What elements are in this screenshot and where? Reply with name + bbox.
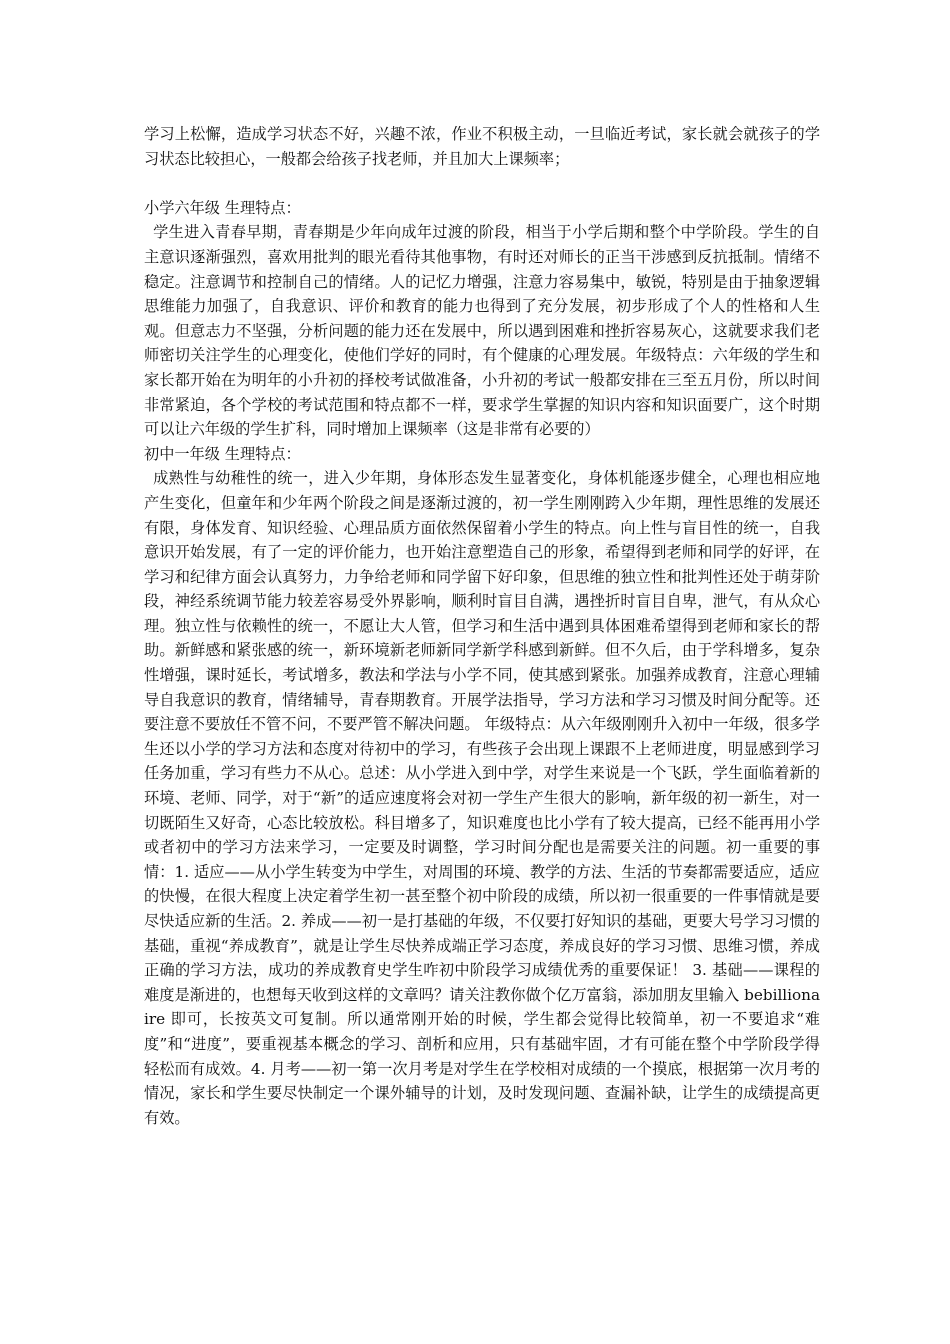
document-page [144, 122, 820, 1130]
grade7-heading: 初中一年级 生理特点： [144, 444, 301, 463]
grade7-paragraph: 成熟性与幼稚性的统一，进入少年期，身体形态发生显著变化，身体机能逐步健全，心理也相应地产生变化，但童年和少年两个阶段之间是逐渐过渡的，初一学生刚刚跨入少年期，理性思维的发展还有限，身体发育、知识经验、心理品质方面依然保留着小学生的特点。向上性与盲目性的统一，自我意识开始发展，有了一定的评价能力，也开始注意塑造自己的形象，希望得到老师和同学的好评，在学习和纪律方面会认真努力，力争给老师和同学留下好印象，但思维的独立性和批判性还处于萌芽阶段，神经系统调节能力较差容易受外界影响，顺利时盲目自满，遇挫折时盲目自卑，泄气，有从众心理。独立性与依赖性的统一，不愿让大人管，但学习和生活中遇到具体困难希望得到老师和家长的帮助。新鲜感和紧张感的统一，新环境新老师新同学新学科感到新鲜。但不久后，由于学科增多，复杂性增强，课时延长，考试增多，教法和学法与小学不同，使其感到紧张。加强养成教育，注意心理辅导自我意识的教育，情绪辅导，青春期教育。开展学法指导，学习方法和学习习惯及时间分配等。还要注意不要放任不管不问，不要严管不解决问题。 年级特点：从六年级刚刚升入初中一年级，很多学生还以小学的学习方法和态度对待初中的学习，有些孩子会出现上课跟不上老师进度，明显感到学习任务加重，学习有些力不从心。总述：从小学进入到中学，对学生来说是一个飞跃，学生面临着新的环境、老师、同学，对于“新”的适应速度将会对初一学生产生很大的影响，新年级的初一新生，对一切既陌生又好奇，心态比较放松。科目增多了，知识难度也比小学有了较大提高，已经不能再用小学或者初中的学习方法来学习，一定要及时调整，学习时间分配也是需要关注的问题。初一重要的事情：1. 适应——从小学生转变为中学生，对周围的环境、教学的方法、生活的节奏都需要适应，适应的快慢，在很大程度上决定着学生初一甚至整个初中阶段的成绩，所以初一很重要的一件事情就是要尽快适应新的生活。2. 养成——初一是打基础的年级，不仅要打好知识的基础，更要大号学习习惯的基础，重视“养成教育”，就是让学生尽快养成端正学习态度，养成良好的学习习惯、思维习惯，养成正确的学习方法，成功的养成教育史学生咋初中阶段学习成绩优秀的重要保证！ 3. 基础——课程的难度是渐进的，也想每天收到这样的文章吗？请关注教你做个亿万富翁，添加朋友里输入 bebillionaire 即可，长按英文可复制。所以通常刚开始的时候，学生都会觉得比较简单，初一不要追求“难度”和“进度”，要重视基本概念的学习、剖析和应用，只有基础牢固，才有可能在整个中学阶段学得轻松而有成效。4. 月考——初一第一次月考是对学生在学校相对成绩的一个摸底，根据第一次月考的情况，家长和学生要尽快制定一个课外辅导的计划，及时发现问题、查漏补缺，让学生的成绩提高更有效。 [144, 469, 820, 1127]
grade6-heading: 小学六年级 生理特点： [144, 198, 301, 217]
paragraph-gap [144, 171, 820, 196]
grade6-paragraph: 学生进入青春早期，青春期是少年向成年过渡的阶段，相当于小学后期和整个中学阶段。学生的自主意识逐渐强烈，喜欢用批判的眼光看待其他事物，有时还对师长的正当干涉感到反抗抵制。情绪不稳定。注意调节和控制自己的情绪。人的记忆力增强，注意力容易集中，敏锐，特别是由于抽象逻辑思维能力加强了，自我意识、评价和教育的能力也得到了充分发展，初步形成了个人的性格和人生观。但意志力不坚强，分析问题的能力还在发展中，所以遇到困难和挫折容易灰心，这就要求我们老师密切关注学生的心理变化，使他们学好的同时，有个健康的心理发展。年级特点：六年级的学生和家长都开始在为明年的小升初的择校考试做准备，小升初的考试一般都安排在三至五月份，所以时间非常紧迫，各个学校的考试范围和特点都不一样，要求学生掌握的知识内容和知识面要广，这个时期可以让六年级的学生扩科，同时增加上课频率（这是非常有必要的） [144, 223, 820, 439]
intro-paragraph: 学习上松懈，造成学习状态不好，兴趣不浓，作业不积极主动，一旦临近考试，家长就会就孩子的学习状态比较担心，一般都会给孩子找老师，并且加大上课频率； [144, 125, 820, 168]
